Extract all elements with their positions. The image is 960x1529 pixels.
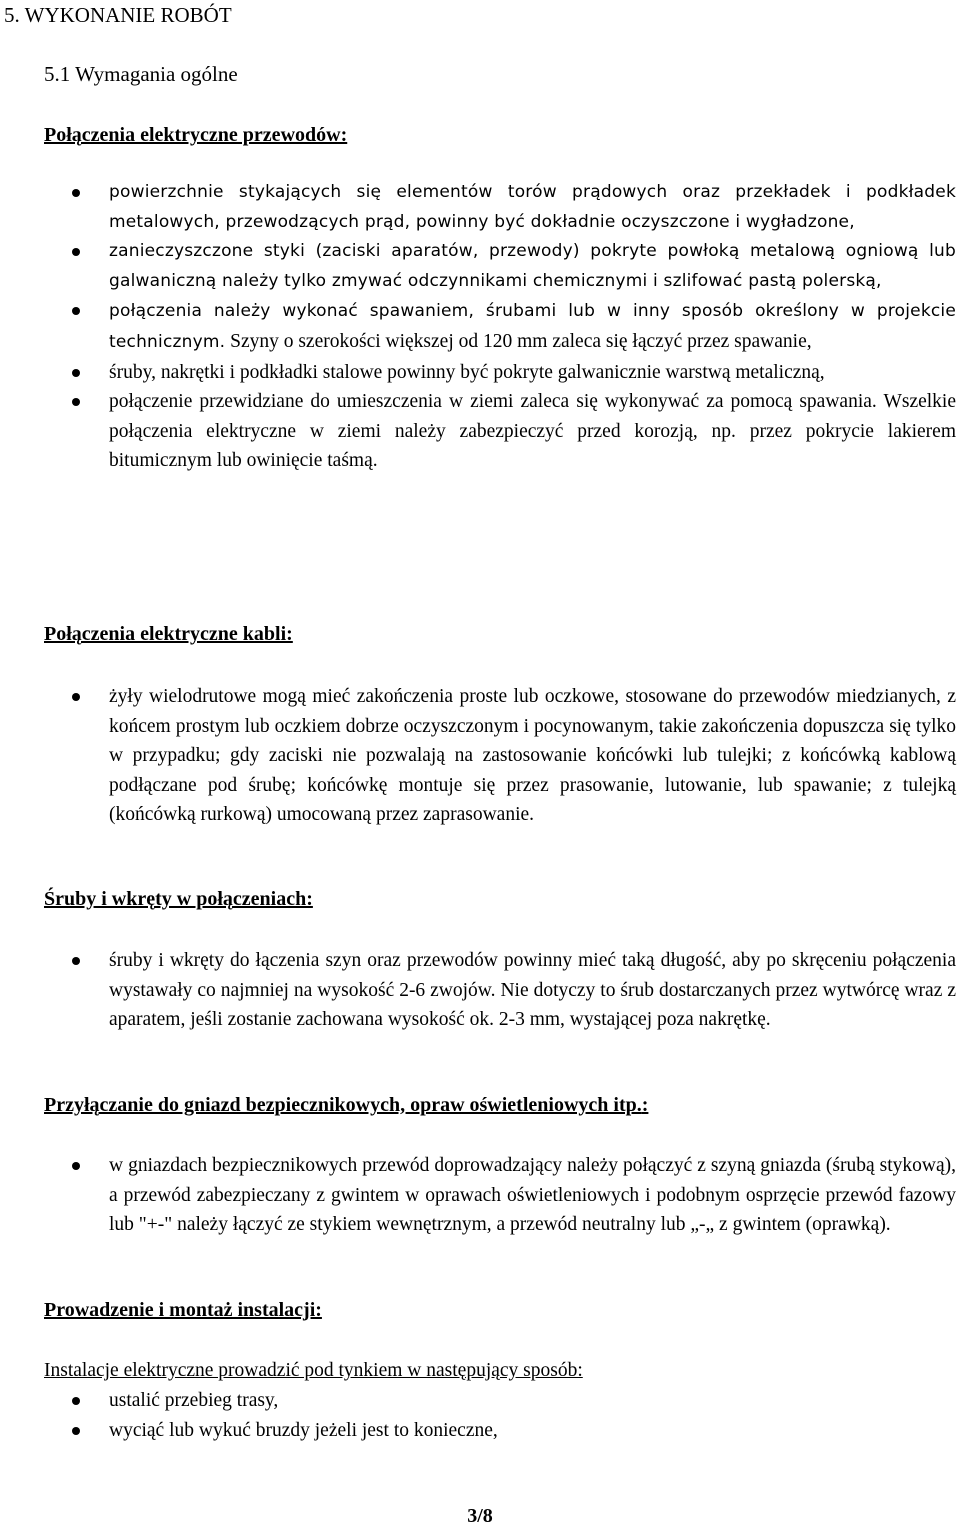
list-item: śruby, nakrętki i podkładki stalowe powinny być pokryte galwanicznie warstwą metaliczną, <box>0 358 960 388</box>
bullet-icon <box>72 189 80 197</box>
list-item: śruby i wkręty do łączenia szyn oraz przewodów powinny mieć taką długość, aby po skręceniu połączenia wystawały co najmniej na wysokość 2-6 zwojów. Nie dotyczy to śrub dostarczanych przez wytwórcę wraz z aparatem, jeśli zostanie zachowana wysokość ok. 2-3 mm, wystającej poza nakrętkę. <box>0 946 960 1035</box>
section-title-sockets: Przyłączanie do gniazd bezpiecznikowych, opraw oświetleniowych itp.: <box>44 1094 649 1116</box>
bullet-icon <box>72 693 80 701</box>
bullet-icon <box>72 307 80 315</box>
bullet-icon <box>72 1427 80 1435</box>
list-item: wyciąć lub wykuć bruzdy jeżeli jest to konieczne, <box>0 1416 960 1446</box>
list-item: żyły wielodrutowe mogą mieć zakończenia proste lub oczkowe, stosowane do przewodów miedzianych, z końcem prostym lub oczkiem dobrze oczyszczonym i pocynowanym, takie zakończenia dopuszcza się tylko w przypadku; gdy zaciski nie pozwalają na zastosowanie końcówki lub tulejki; z końcówką kablową podłączane pod śrubę; końcówkę montuje się przez prasowanie, lutowanie, lub spawanie; z tulejką (końcówką rurkową) umocowaną przez zaprasowanie. <box>0 682 960 830</box>
list-sockets <box>0 1151 960 1240</box>
page-number: 3/8 <box>467 1505 493 1527</box>
list-connections-cables <box>0 682 960 830</box>
bullet-icon <box>72 248 80 256</box>
list-screws <box>0 946 960 1035</box>
list-item: powierzchnie stykających się elementów torów prądowych oraz przekładek i podkładek metalowych, przewodzących prąd, powinny być dokładnie oczyszczone i wygładzone, <box>0 178 960 237</box>
list-connections-wires <box>0 178 960 476</box>
list-item: ustalić przebieg trasy, <box>0 1386 960 1416</box>
subsection-heading: 5.1 Wymagania ogólne <box>44 62 238 86</box>
bullet-icon <box>72 1162 80 1170</box>
section-title-connections-wires: Połączenia elektryczne przewodów: <box>44 124 348 146</box>
bullet-icon <box>72 1397 80 1405</box>
bullet-icon <box>72 957 80 965</box>
list-item: w gniazdach bezpiecznikowych przewód doprowadzający należy połączyć z szyną gniazda (śrubą stykową), a przewód zabezpieczany z gwintem w oprawach oświetleniowych i podobnym osprzęcie przewód fazowy lub "+-" należy łączyć ze stykiem wewnętrznym, a przewód neutralny lub „-„ z gwintem (oprawką). <box>0 1151 960 1240</box>
bullet-icon <box>72 369 80 377</box>
installation-intro: Instalacje elektryczne prowadzić pod tynkiem w następujący sposób: <box>44 1360 583 1381</box>
list-item: połączenie przewidziane do umieszczenia w ziemi zaleca się wykonywać za pomocą spawania. Wszelkie połączenia elektryczne w ziemi należy zabezpieczyć przed korozją, np. przez pokrycie lakierem bitumicznym lub owinięcie taśmą. <box>0 387 960 476</box>
list-item: zanieczyszczone styki (zaciski aparatów, przewody) pokryte powłoką metalową ogniową lub galwaniczną należy tylko zmywać odczynnikami chemicznymi i szlifować pastą polerską, <box>0 237 960 296</box>
section-title-connections-cables: Połączenia elektryczne kabli: <box>44 623 293 645</box>
list-installation <box>0 1386 960 1445</box>
bullet-icon <box>72 398 80 406</box>
section-title-installation: Prowadzenie i montaż instalacji: <box>44 1299 322 1321</box>
section-title-screws: Śruby i wkręty w połączeniach: <box>44 888 313 910</box>
section-heading: 5. WYKONANIE ROBÓT <box>4 3 232 27</box>
list-item: połączenia należy wykonać spawaniem, śrubami lub w inny sposób określony w projekcie technicznym. Szyny o szerokości większej od 120 mm zaleca się łączyć przez spawanie, <box>0 296 960 357</box>
